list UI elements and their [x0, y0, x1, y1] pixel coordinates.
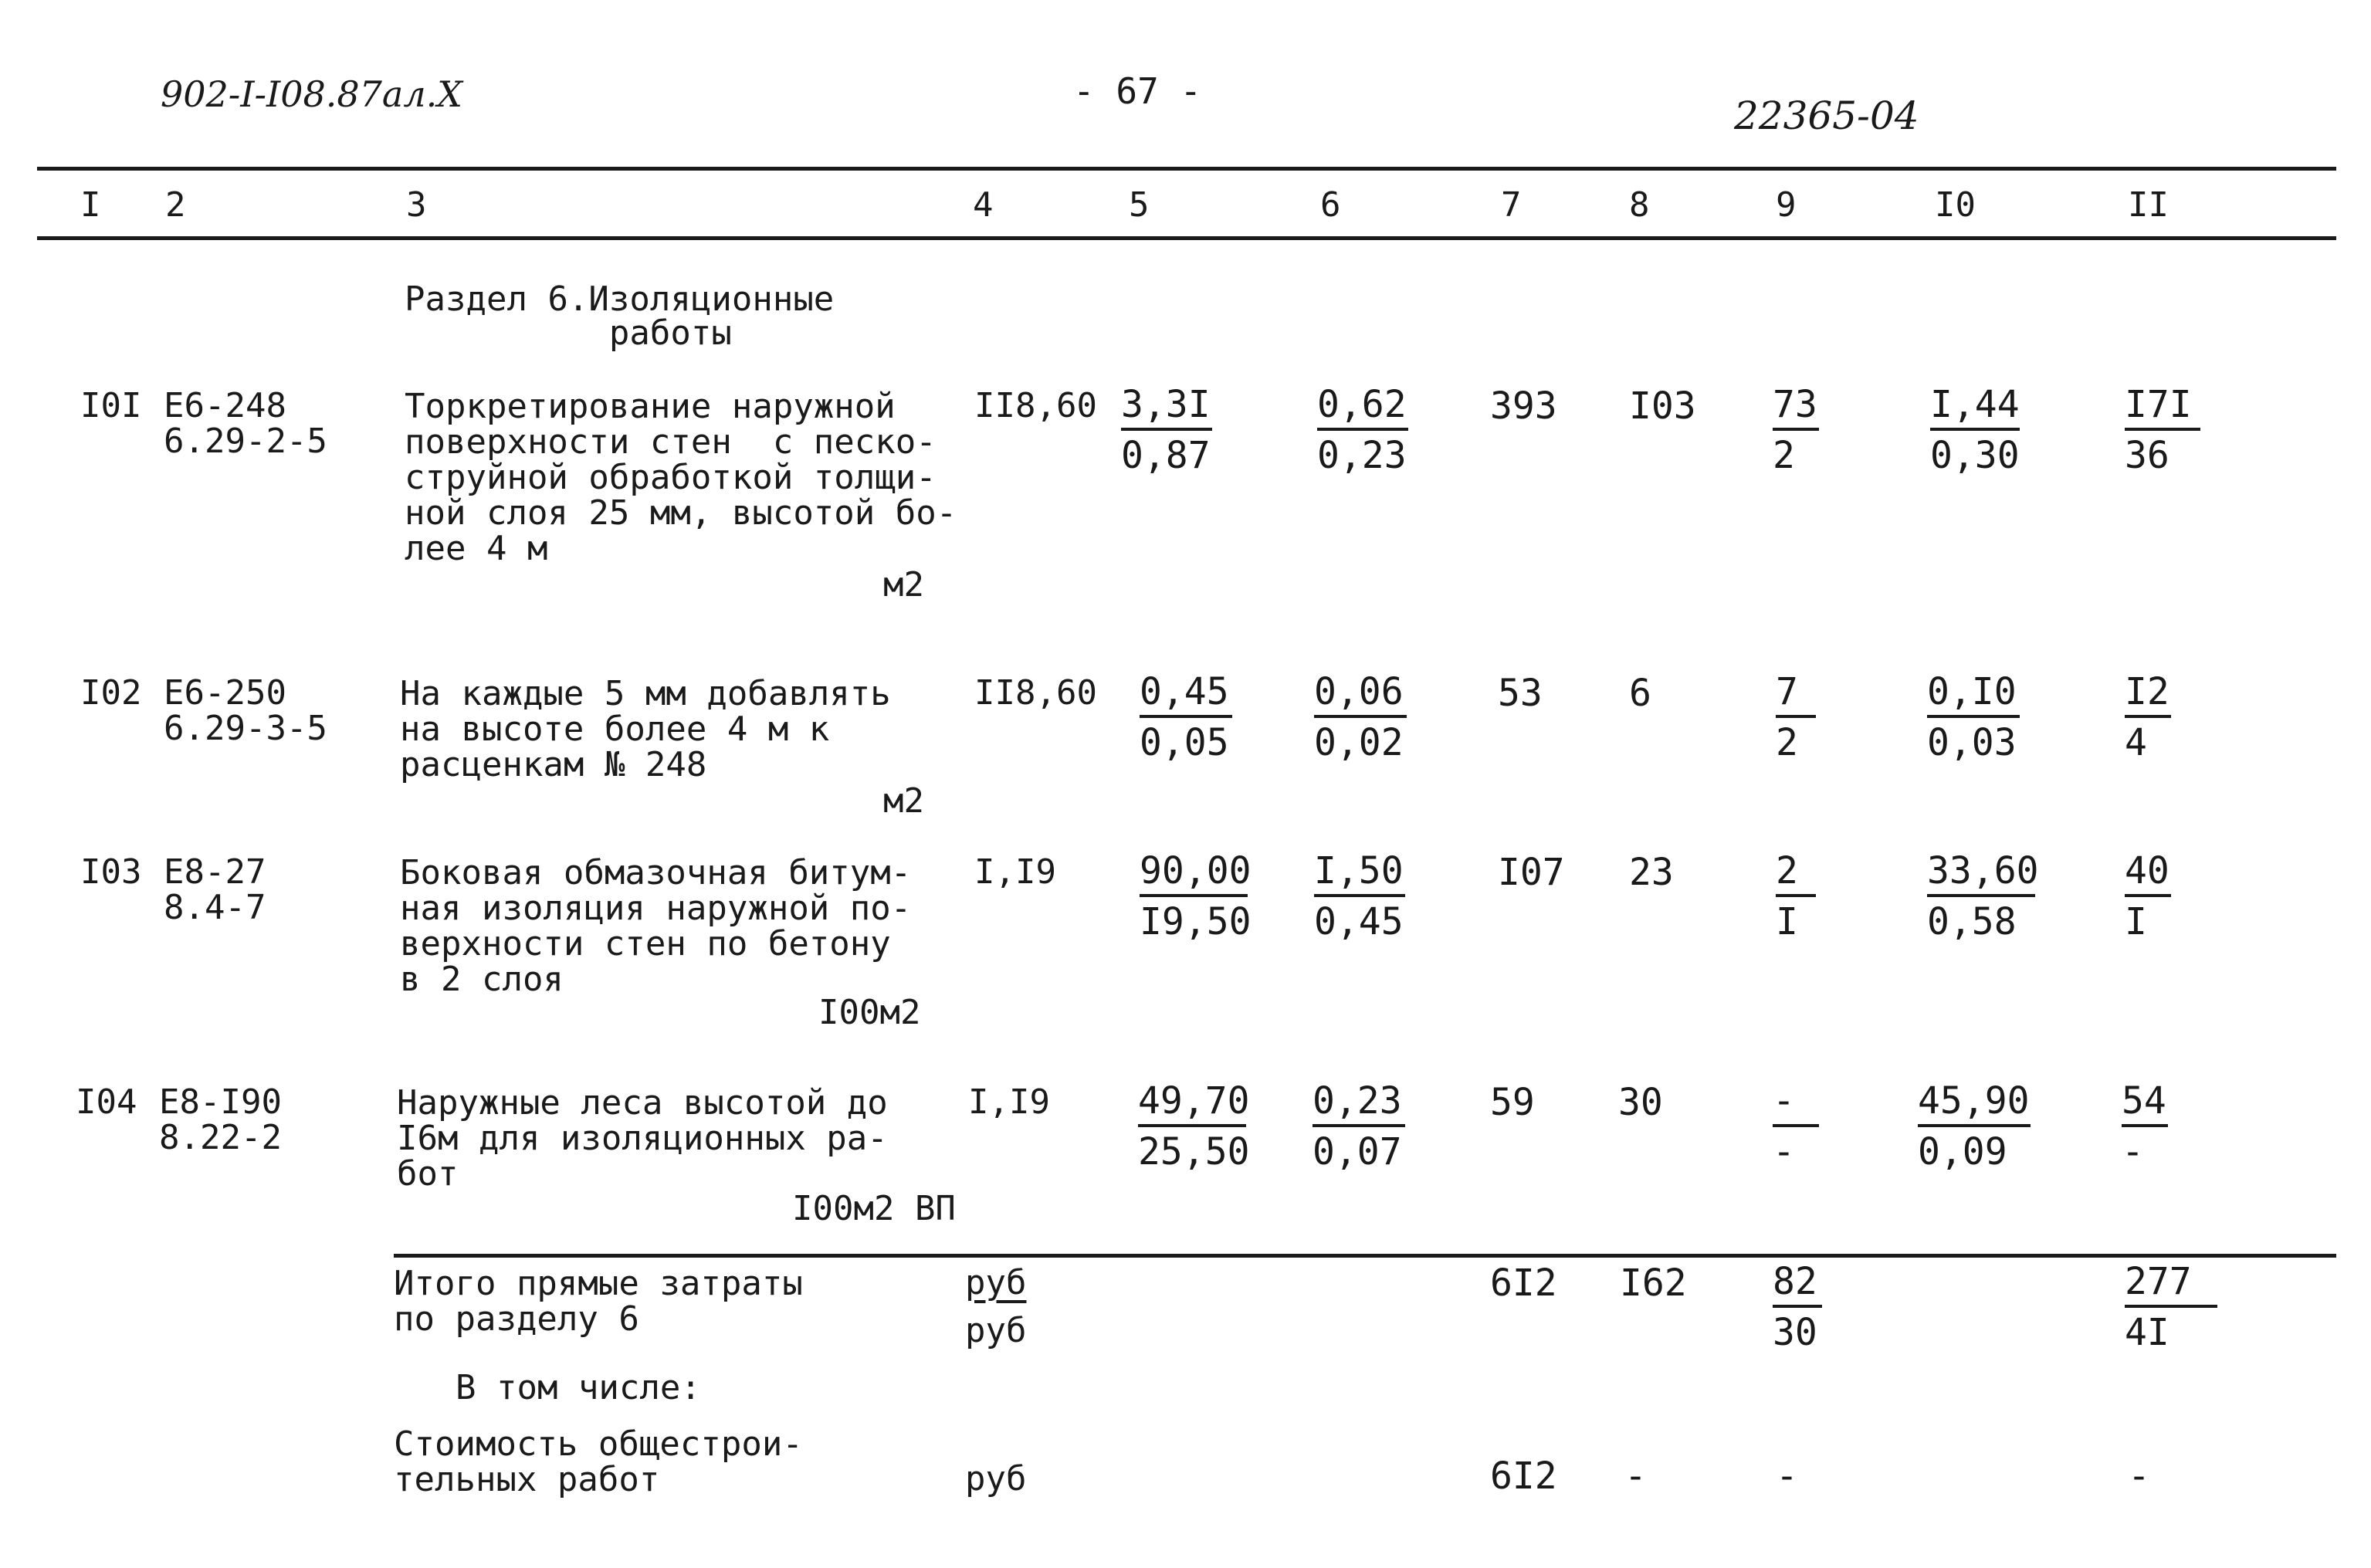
rate-code: Е6-250 — [164, 673, 286, 713]
totals-unit: руб — [965, 1311, 1027, 1350]
work-description: На каждые 5 мм добавлять на высоте более 4 м к расценкам № 248 — [400, 674, 891, 784]
unit-of-measure: м2 — [883, 565, 924, 605]
row-number: I03 — [80, 852, 142, 892]
norm-code: 8.22-2 — [159, 1118, 282, 1157]
total-cost: I07 — [1498, 851, 1565, 894]
labor-fraction: 0,I0 0,03 — [1927, 673, 2020, 761]
total-fraction: 7 2 — [1776, 673, 1816, 761]
norm-code: 8.4-7 — [164, 888, 266, 927]
unit-cost-fraction: 49,70 25,50 — [1138, 1079, 1250, 1173]
labor-fraction: 33,60 0,58 — [1927, 849, 2039, 943]
totals-unit: руб — [965, 1263, 1027, 1302]
total-cost: 6 — [1629, 672, 1651, 715]
totals-cost: 6I2 — [1490, 1262, 1557, 1305]
unit-cost-fraction: 3,3I 0,87 — [1121, 386, 1212, 474]
work-description: Торкретирование наружной поверхности стен с песко- струйной обработкой толщи- ной слоя 25 мм, высотой бо- лее 4 м — [405, 387, 957, 568]
total-cost: 53 — [1498, 672, 1543, 715]
work-description: Боковая обмазочная битум- ная изоляция наружной по- верхности стен по бетону в 2 слоя — [400, 853, 912, 999]
total-cost: 30 — [1618, 1081, 1663, 1124]
rate-code: Е8-I90 — [159, 1082, 282, 1122]
document-code: 902-I-I08.87ал.Х — [161, 73, 462, 115]
quantity: II8,60 — [974, 386, 1097, 425]
column-header-8: 8 — [1629, 185, 1650, 225]
quantity: I,I9 — [974, 852, 1056, 892]
labor-fraction: 54 - — [2122, 1082, 2168, 1170]
general-cost-unit: руб — [965, 1459, 1027, 1499]
general-cost-label: Стоимость общестрои- тельных работ — [394, 1424, 803, 1499]
total-cost: 23 — [1629, 851, 1674, 894]
general-cost-value: - — [1624, 1455, 1647, 1498]
quantity: I,I9 — [968, 1082, 1050, 1122]
total-fraction: - - — [1773, 1082, 1819, 1170]
total-fraction: 73 2 — [1773, 386, 1819, 474]
including-label: В том числе: — [456, 1368, 701, 1407]
totals-label: Итого прямые затраты по разделу 6 — [394, 1264, 803, 1339]
column-header-1: I — [80, 185, 101, 225]
column-header-6: 6 — [1320, 185, 1341, 225]
labor-fraction: 40 I — [2125, 852, 2171, 940]
quantity: II8,60 — [974, 673, 1097, 713]
column-header-7: 7 — [1501, 185, 1522, 225]
rate-code: Е8-27 — [164, 852, 266, 892]
totals-rule — [394, 1254, 2336, 1258]
unit-of-measure: I00м2 ВП — [792, 1189, 956, 1228]
general-cost-value: - — [2128, 1455, 2150, 1498]
unit-cost-fraction: 0,45 0,05 — [1140, 673, 1232, 761]
labor-fraction: I2 4 — [2125, 673, 2171, 761]
general-cost-value: 6I2 — [1490, 1455, 1557, 1498]
unit-cost-fraction: 0,23 0,07 — [1313, 1082, 1405, 1170]
column-header-10: I0 — [1935, 185, 1976, 225]
totals-cost: I62 — [1620, 1262, 1687, 1305]
total-fraction: 2 I — [1776, 852, 1816, 940]
norm-code: 6.29-2-5 — [164, 422, 327, 461]
norm-code: 6.29-3-5 — [164, 709, 327, 748]
column-header-3: 3 — [406, 185, 427, 225]
total-cost: 393 — [1490, 384, 1557, 428]
totals-fraction: 277 4I — [2125, 1263, 2217, 1351]
total-cost: 59 — [1490, 1081, 1535, 1124]
column-header-9: 9 — [1776, 185, 1797, 225]
labor-fraction: 45,90 0,09 — [1918, 1079, 2030, 1173]
section-title: Раздел 6.Изоляционные работы — [405, 279, 835, 353]
page-number: - 67 - — [1073, 70, 1202, 112]
totals-fraction: 82 30 — [1773, 1263, 1822, 1351]
column-header-11: II — [2128, 185, 2169, 225]
general-cost-value: - — [1776, 1455, 1798, 1498]
work-description: Наружные леса высотой до I6м для изоляционных ра- бот — [397, 1083, 888, 1194]
table-header-rule — [37, 236, 2336, 240]
column-header-5: 5 — [1129, 185, 1150, 225]
row-number: I0I — [80, 386, 142, 425]
column-header-2: 2 — [165, 185, 186, 225]
row-number: I02 — [80, 673, 142, 713]
row-number: I04 — [76, 1082, 137, 1122]
archive-stamp: 22365-04 — [1734, 93, 1919, 138]
unit-cost-fraction: 90,00 I9,50 — [1140, 849, 1252, 943]
unit-cost-fraction: 0,62 0,23 — [1317, 386, 1408, 474]
unit-cost-fraction: 0,06 0,02 — [1314, 673, 1407, 761]
unit-of-measure: I00м2 — [818, 993, 921, 1032]
unit-of-measure: м2 — [883, 781, 924, 821]
labor-fraction: I7I 36 — [2125, 386, 2200, 474]
rate-code: Е6-248 — [164, 386, 286, 425]
table-top-rule — [37, 167, 2336, 171]
labor-fraction: I,44 0,30 — [1930, 383, 2020, 477]
total-cost: I03 — [1629, 384, 1696, 428]
unit-cost-fraction: I,50 0,45 — [1314, 852, 1405, 940]
column-header-4: 4 — [973, 185, 994, 225]
